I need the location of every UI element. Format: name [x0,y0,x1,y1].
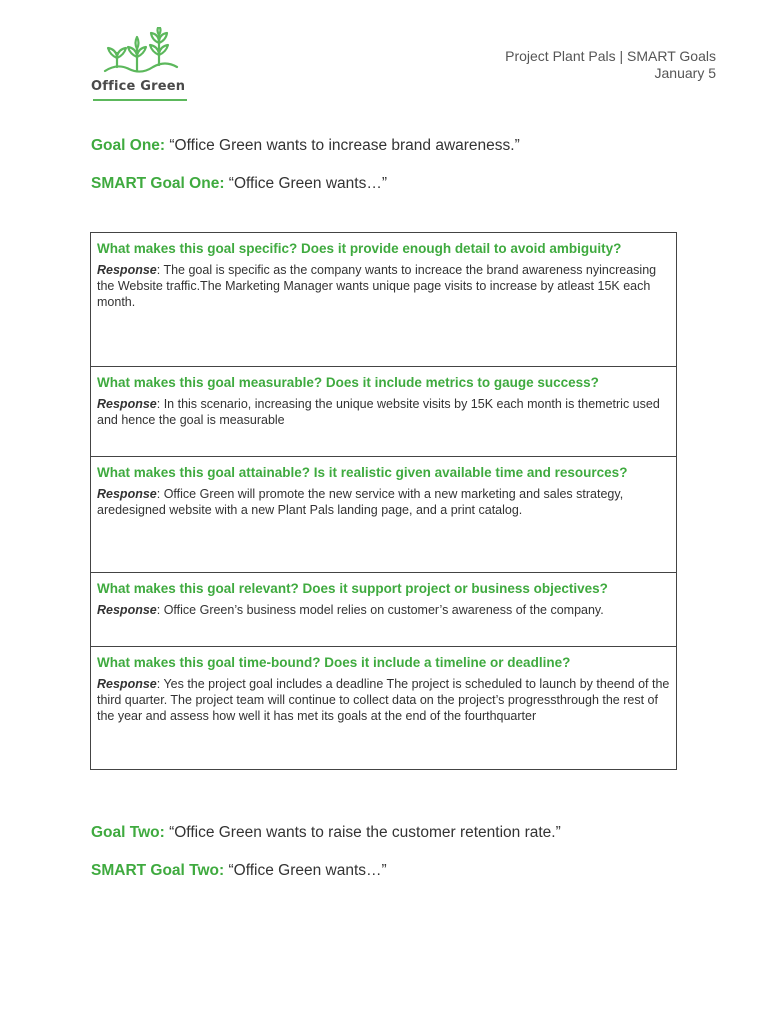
response-label: Response [97,397,157,411]
goal-two-label: Goal Two: [91,824,165,841]
smart-goal-two-label: SMART Goal Two: [91,862,225,879]
header-title: Project Plant Pals | SMART Goals [505,48,716,64]
smart-criteria-table [90,232,677,770]
criteria-row-relevant [91,572,676,646]
criteria-row-measurable [91,366,676,456]
criteria-row-time-bound [91,646,676,769]
logo-wordmark: Office Green [91,79,186,94]
criteria-question: What makes this goal relevant? Does it support project or business objectives? [97,581,608,596]
smart-goal-one-label: SMART Goal One: [91,175,225,192]
response-text: : Office Green will promote the new service with a new marketing and sales strategy, aredesigned website with a new Plant Pals landing page, and a print catalog. [97,487,624,517]
goal-two [91,824,561,842]
goal-one-text: “Office Green wants to increase brand awareness.” [169,137,520,154]
criteria-response [97,486,670,518]
criteria-row-specific [91,233,676,366]
response-label: Response [97,263,157,277]
document-header [505,48,716,82]
smart-goal-two [91,862,387,880]
criteria-response [97,602,670,618]
criteria-response [97,676,670,724]
goal-one-label: Goal One: [91,137,166,154]
smart-goal-one-text: “Office Green wants…” [228,175,388,192]
criteria-response [97,396,670,428]
criteria-question: What makes this goal attainable? Is it realistic given available time and resources? [97,465,628,480]
criteria-response [97,262,670,310]
criteria-question: What makes this goal measurable? Does it include metrics to gauge success? [97,375,599,390]
response-text: : In this scenario, increasing the unique website visits by 15K each month is themetric used and hence the goal is measurable [97,397,660,427]
response-text: : Yes the project goal includes a deadline The project is scheduled to launch by theend of the third quarter. The project team will continue to collect data on the project’s progressthrough the rest of the year and assess how well it has met its goals at the end of the fourthquarter [97,677,670,723]
response-label: Response [97,603,157,617]
response-text: : The goal is specific as the company wants to increace the brand awareness nyincreasing the Website traffic.The Marketing Manager wants unique page visits to increase by atleast 15K each month. [97,263,657,309]
criteria-row-attainable [91,456,676,572]
goal-two-text: “Office Green wants to raise the customer retention rate.” [169,824,561,841]
response-text: : Office Green’s business model relies on customer’s awareness of the company. [156,603,604,617]
goal-one [91,137,520,155]
criteria-question: What makes this goal specific? Does it provide enough detail to avoid ambiguity? [97,241,622,256]
smart-goal-two-text: “Office Green wants…” [228,862,387,879]
smart-goal-one [91,175,387,193]
company-logo [91,27,189,101]
logo-underline [93,99,187,101]
header-date: January 5 [654,65,716,81]
sprouting-plants-icon [103,27,179,77]
response-label: Response [97,677,157,691]
criteria-question: What makes this goal time-bound? Does it include a timeline or deadline? [97,655,571,670]
response-label: Response [97,487,157,501]
